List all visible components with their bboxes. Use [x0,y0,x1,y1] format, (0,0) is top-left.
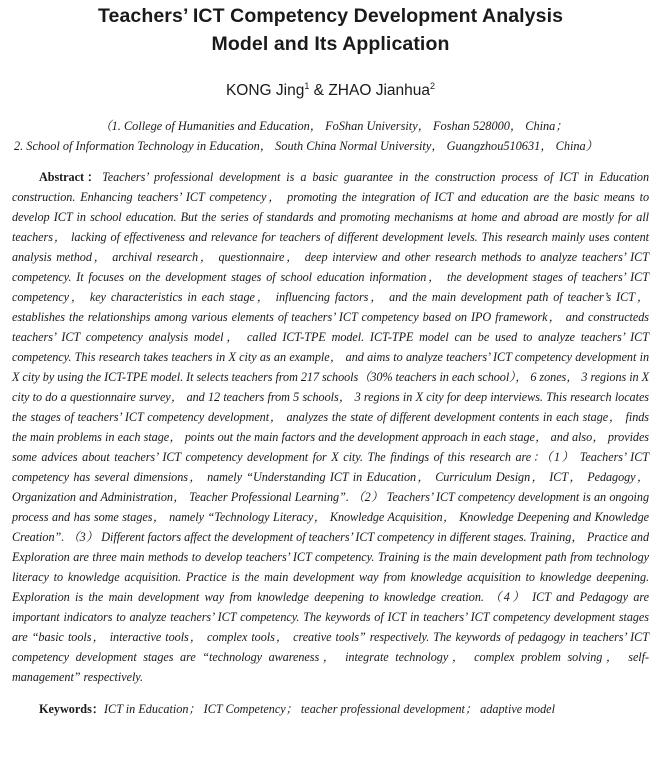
keywords-label: Keywords [39,702,92,717]
author-name: ZHAO Jianhua [328,82,430,99]
author-name: KONG Jing [225,82,305,99]
affiliation-line: 2. School of Information Technology in Education， South China Normal University， Guangzhou510631， China） [14,139,598,153]
author-separator: & [309,82,329,99]
affiliations [12,116,649,156]
abstract-label: Abstract [39,170,84,184]
title-line-2: Model and Its Application [211,33,450,55]
author-list [12,76,649,101]
author-affiliation-mark: 1 [304,81,310,91]
author-affiliation-mark: 2 [430,81,436,91]
keywords-separator: ： [91,702,104,717]
affiliation-line: （1. College of Humanities and Education， FoShan University， Foshan 528000， China； [99,119,568,133]
abstract-text: Teachers’ professional development is a basic guarantee in the construction process of ICT in Education construction. Enhancing teachers’ ICT competency， promoting the integration of ICT and education are the basic means to develop ICT in school education. But the series of standards and promoting mechanisms at home and abroad are mostly for all teachers， lacking of effectiveness and relevance for teachers of different development levels. This research mainly uses content analysis method， archival research， questionnaire， deep interview and other research methods to analyze teachers’ ICT competency. It focuses on the development stages of school education information， the development stages of teachers’ ICT competency， key characteristics in each stage， influencing factors， and the main development path of teacher’s ICT， establishes the relationships among various elements of teachers’ ICT competency based on IPO framework， and constructeds teachers’ ICT competency analysis model， called ICT-TPE model. ICT-TPE model can be used to analyze teachers’ ICT competency. This research takes teachers in X city as an example， and aims to analyze teachers’ ICT competency development in X city by using the ICT-TPE model. It selects teachers from 217 schools（30% teachers in each school）， 6 zones， 3 regions in X city to do a questionnaire survey， and 12 teachers from 5 schools， 3 regions in X city for deep interviews. This research locates the stages of teachers’ ICT competency development， analyzes the state of different development contents in each stage， finds the main problems in each stage， points out the main factors and the development approach in each stage， and also， provides some advices about teachers’ ICT competency development for X city. The findings of this research are：（1） Teachers’ ICT competency has several dimensions， namely “Understanding ICT in Education， Curriculum Design， ICT， Pedagogy， Organization and Administration， Teacher Professional Learning”. （2） Teachers’ ICT competency development is an ongoing process and has some stages， namely “Technology Literacy， Knowledge Acquisition， Knowledge Deepening and Knowledge Creation”. （3） Different factors affect the development of teachers’ ICT competency in different stages. Training， Practice and Exploration are three main methods to develop teachers’ ICT competency. Training is the main development path from technology literacy to knowledge acquisition. Practice is the main development way from knowledge acquisition to knowledge deepening. Exploration is the main development way from knowledge deepening to knowledge creation. （4） ICT and Pedagogy are important indicators to analyze teachers’ ICT competency. The keywords of ICT in teachers’ ICT competency development stages are “basic tools， interactive tools， complex tools， creative tools” respectively. The keywords of pedagogy in teachers’ ICT competency development stages are “technology awareness， integrate technology， complex problem solving， self-management” respectively. [12,170,649,684]
abstract-separator: ： [83,170,103,184]
paper-title [12,2,649,58]
title-line-1: Teachers’ ICT Competency Development Analysis [97,5,564,27]
abstract-paragraph [12,167,649,687]
keywords-text: ICT in Education； ICT Competency； teacher professional development； adaptive model [104,702,555,717]
keywords-line [12,699,649,719]
